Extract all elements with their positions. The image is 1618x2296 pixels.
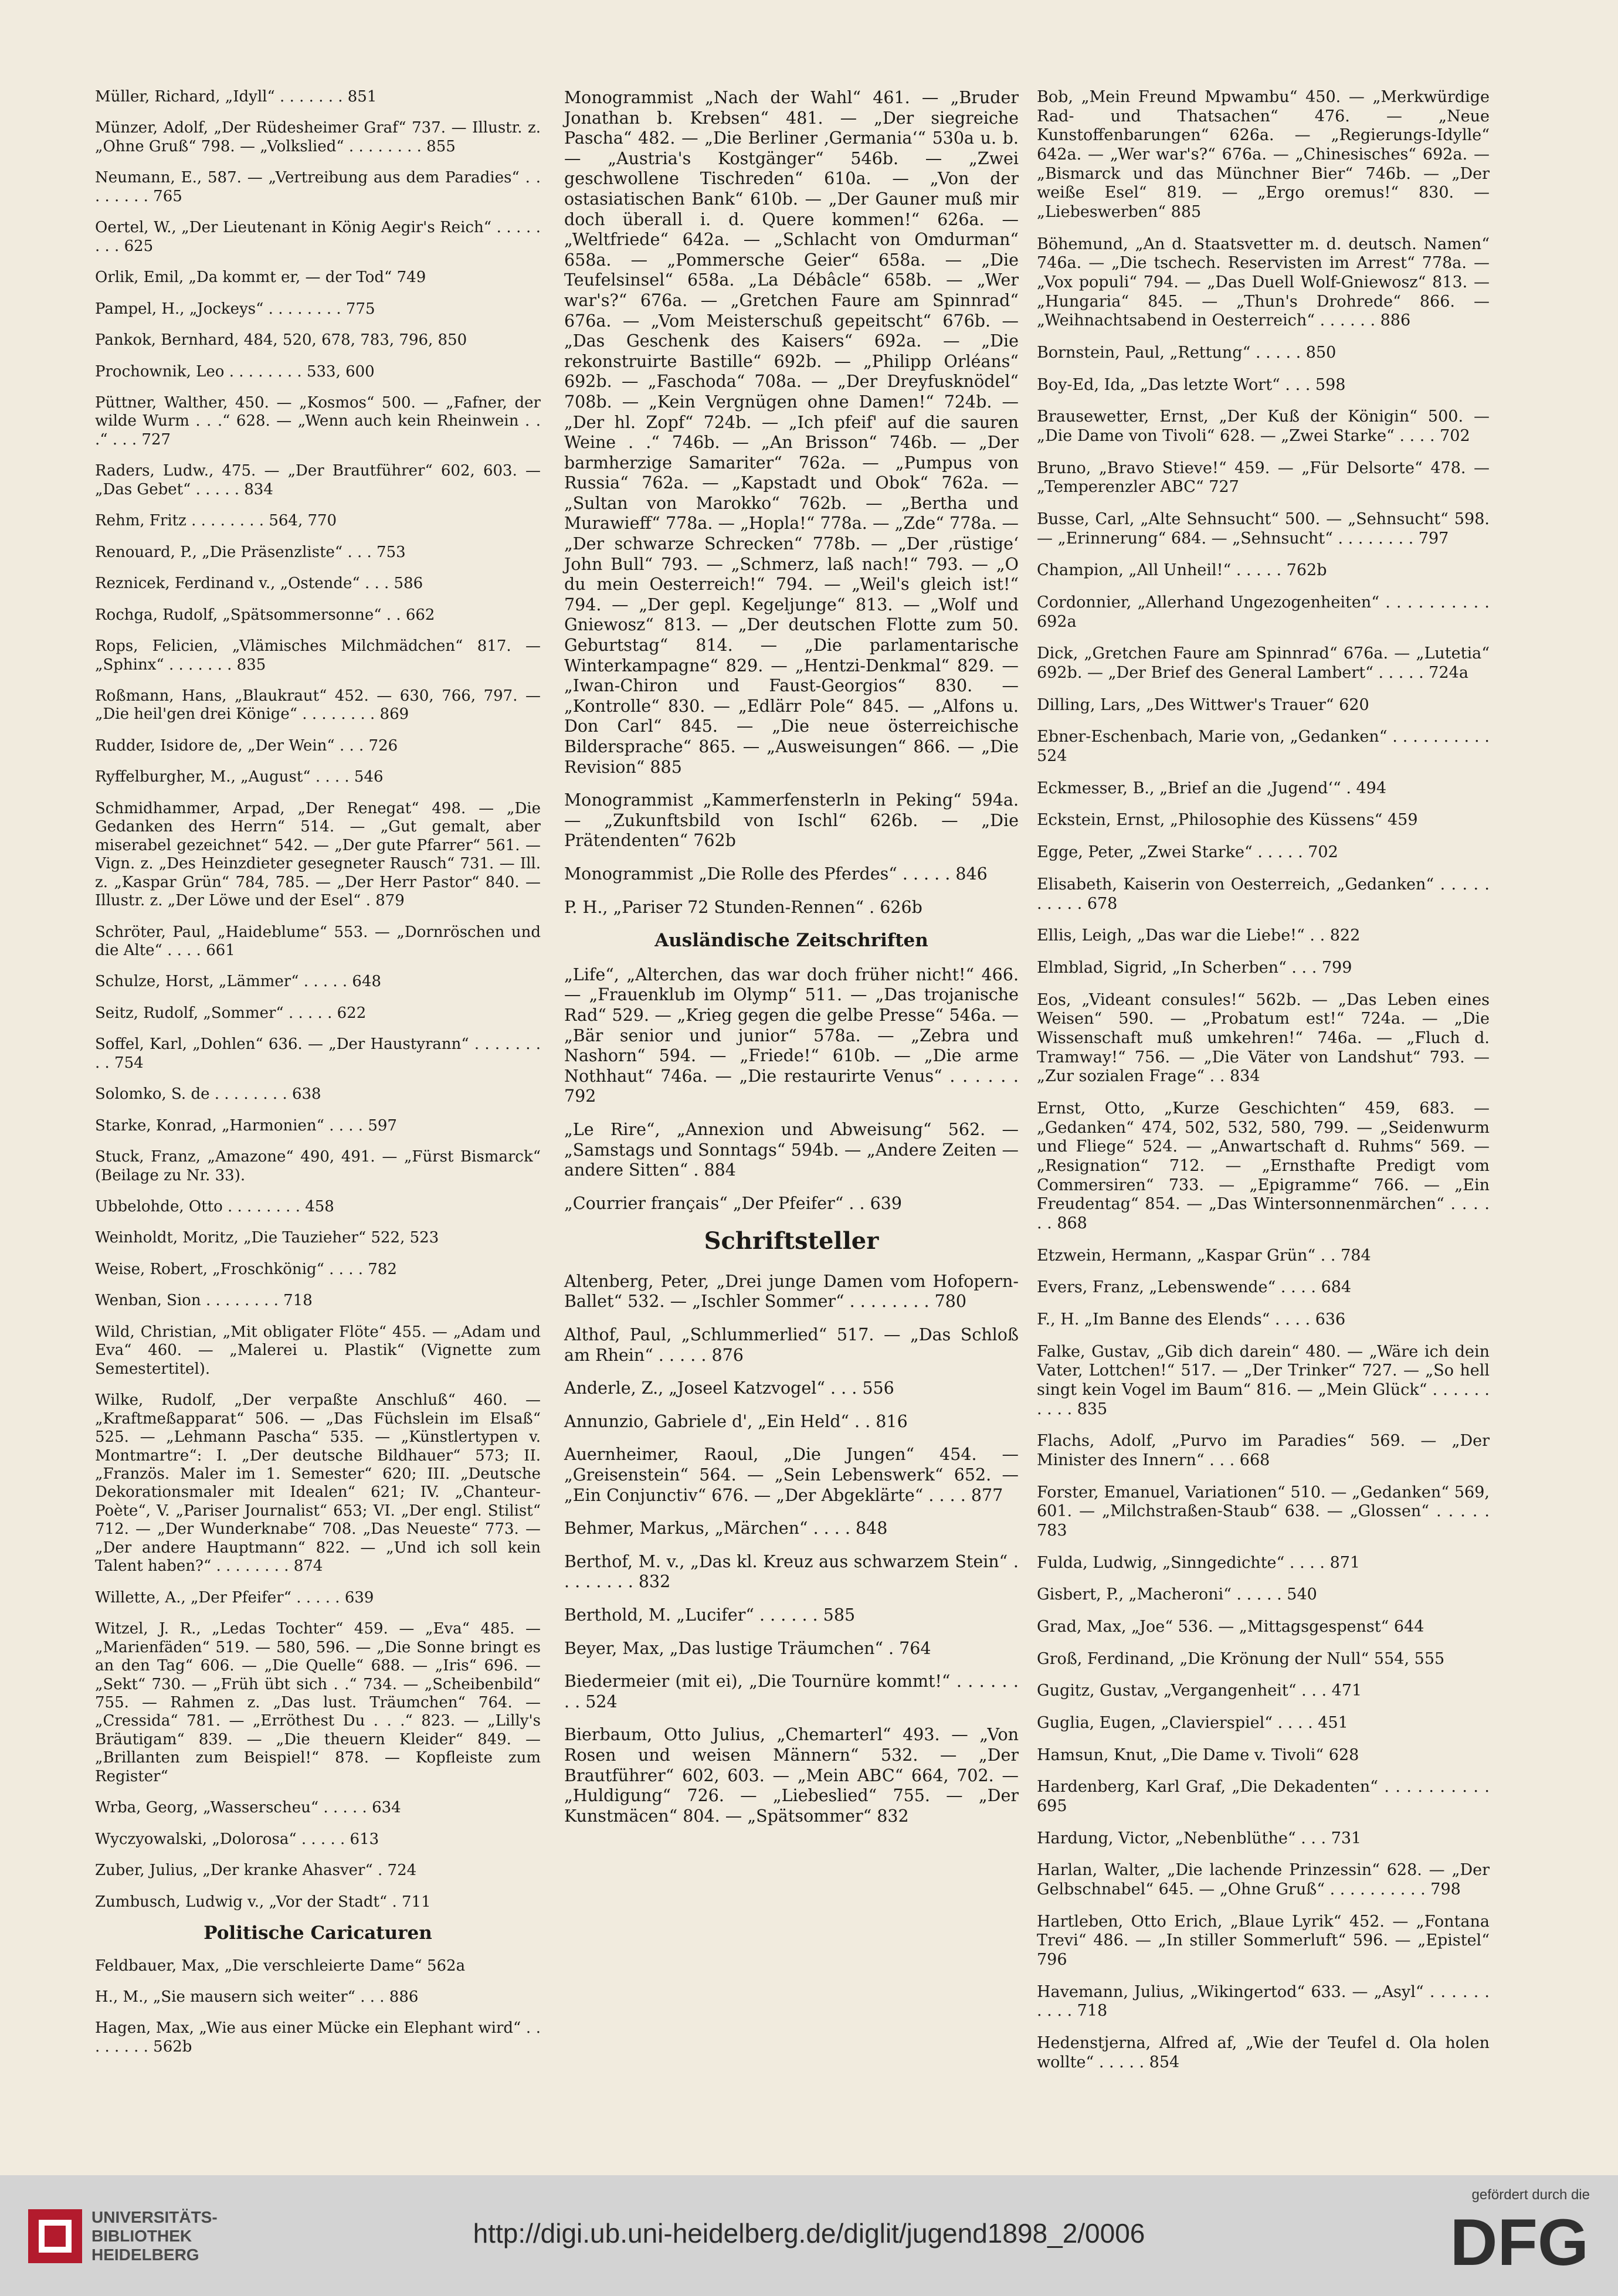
index-entry: Schröter, Paul, „Haideblume“ 553. — „Dornröschen und die Alte“ . . . . 661 bbox=[95, 923, 541, 959]
index-entry: Rudder, Isidore de, „Der Wein“ . . . 726 bbox=[95, 736, 398, 755]
index-entry: Cordonnier, „Allerhand Ungezogenheiten“ . . . . . . . . . . 692a bbox=[1037, 593, 1490, 631]
index-entry: Auernheimer, Raoul, „Die Jungen“ 454. — „Greisenstein“ 564. — „Sein Lebenswerk“ 652. — „Ein Conjunctiv“ 676. — „Der Abgeklärte“ . . . . 877 bbox=[564, 1445, 1019, 1505]
index-entry: Orlik, Emil, „Da kommt er, — der Tod“ 749 bbox=[95, 269, 426, 287]
index-entry: Neumann, E., 587. — „Vertreibung aus dem Paradies“ . . . . . . . . 765 bbox=[95, 169, 541, 205]
index-entry: Hardenberg, Karl Graf, „Die Dekadenten“ . . . . . . . . . . 695 bbox=[1037, 1778, 1490, 1816]
index-entry: „Courrier français“ „Der Pfeifer“ . . 639 bbox=[564, 1193, 903, 1213]
index-entry: Oertel, W., „Der Lieutenant in König Aegir's Reich“ . . . . . . . . 625 bbox=[95, 219, 541, 255]
permalink-url[interactable]: http://digi.ub.uni-heidelberg.de/diglit/jugend1898_2/0006 bbox=[473, 2218, 1145, 2249]
index-entry: Seitz, Rudolf, „Sommer“ . . . . . 622 bbox=[95, 1004, 367, 1022]
index-entry: Havemann, Julius, „Wikingertod“ 633. — „Asyl“ . . . . . . . . . . 718 bbox=[1037, 1982, 1490, 2020]
index-entry: Monogrammist „Kammerfensterln in Peking“ 594a. — „Zukunftsbild von Ischl“ 626b. — „Die Prätendenten“ 762b bbox=[564, 790, 1019, 851]
library-footer bbox=[0, 2175, 1618, 2296]
index-entry: Roßmann, Hans, „Blaukraut“ 452. — 630, 766, 797. — „Die heil'gen drei Könige“ . . . . . . . . 869 bbox=[95, 687, 541, 724]
index-entry: Falke, Gustav, „Gib dich darein“ 480. — „Wäre ich dein Vater, Lottchen!“ 517. — „Der Trinker“ 727. — „So hell singt kein Vogel im Baum“ 816. — „Mein Glück“ . . . . . . . . . . 835 bbox=[1037, 1342, 1490, 1418]
index-entry: Eos, „Videant consules!“ 562b. — „Das Leben eines Weisen“ 590. — „Probatum est!“ 724a. — „Die Wissenschaft muß umkehren!“ 746a. — „Fluch d. Tramway!“ 756. — „Die Väter von Landshut“ 793. — „Zur sozialen Frage“ . . 834 bbox=[1037, 990, 1490, 1086]
index-entry: Böhemund, „An d. Staatsvetter m. d. deutsch. Namen“ 746a. — „Die tschech. Reservisten im Arrest“ 778a. — „Vox populi“ 794. — „Das Duell Wolf-Gniewosz“ 813. — „Hungaria“ 845. — „Thun's Drohrede“ 866. — „Weihnachtsabend in Oesterreich“ . . . . . . 886 bbox=[1037, 235, 1490, 330]
index-entry: Althof, Paul, „Schlummerlied“ 517. — „Das Schloß am Rhein“ . . . . . 876 bbox=[564, 1325, 1019, 1365]
index-entry: Elmblad, Sigrid, „In Scherben“ . . . 799 bbox=[1037, 958, 1352, 977]
section-heading-foreign-journals: Ausländische Zeitschriften bbox=[654, 930, 928, 952]
section-heading-political-caricatures: Politische Caricaturen bbox=[203, 1923, 432, 1944]
index-entry: Bob, „Mein Freund Mpwambu“ 450. — „Merkwürdige Rad- und Thatsachen“ 476. — „Neue Kunstoffenbarungen“ 626a. — „Regierungs-Idylle“ 642a. — „Wer war's?“ 676a. — „Chinesisches“ 692a. — „Bismarck und das Münchner Bier“ 746b. — „Der weiße Esel“ 819. — „Ergo oremus!“ 830. — „Liebeswerben“ 885 bbox=[1037, 88, 1490, 222]
index-entry: Evers, Franz, „Lebenswende“ . . . . 684 bbox=[1037, 1278, 1352, 1297]
index-entry: Dick, „Gretchen Faure am Spinnrad“ 676a. — „Lutetia“ 692b. — „Der Brief des General Lambert“ . . . . . 724a bbox=[1037, 644, 1490, 682]
index-entry: Guglia, Eugen, „Clavierspiel“ . . . . 451 bbox=[1037, 1714, 1348, 1732]
index-entry: Wyczyowalski, „Dolorosa“ . . . . . 613 bbox=[95, 1830, 379, 1848]
index-entry: Stuck, Franz, „Amazone“ 490, 491. — „Fürst Bismarck“ (Beilage zu Nr. 33). bbox=[95, 1148, 541, 1184]
dfg-logo-text: DFG bbox=[1450, 2209, 1589, 2274]
index-entry: Eckmesser, B., „Brief an die ‚Jugend‘“ . 494 bbox=[1037, 779, 1387, 797]
index-entry: Rops, Felicien, „Vlämisches Milchmädchen“ 817. — „Sphinx“ . . . . . . . 835 bbox=[95, 637, 541, 674]
index-entry: H., M., „Sie mausern sich weiter“ . . . 886 bbox=[95, 1988, 419, 2006]
index-entry: Bierbaum, Otto Julius, „Chemarterl“ 493. — „Von Rosen und weisen Männern“ 532. — „Der Brautführer“ 602, 603. — „Mein ABC“ 664, 702. — „Huldigung“ 726. — „Liebeslied“ 755. — „Der Kunstmäcen“ 804. — „Spätsommer“ 832 bbox=[564, 1725, 1019, 1826]
index-entry: Hedenstjerna, Alfred af, „Wie der Teufel d. Ola holen wollte“ . . . . . 854 bbox=[1037, 2034, 1490, 2071]
index-entry: Elisabeth, Kaiserin von Oesterreich, „Gedanken“ . . . . . . . . . . 678 bbox=[1037, 875, 1490, 913]
index-entry: Ryffelburgher, M., „August“ . . . . 546 bbox=[95, 768, 384, 786]
index-entry: Berthold, M. „Lucifer“ . . . . . . 585 bbox=[564, 1605, 856, 1625]
column-left bbox=[95, 88, 541, 2069]
index-entry: Behmer, Markus, „Märchen“ . . . . 848 bbox=[564, 1519, 888, 1538]
index-entry: Hagen, Max, „Wie aus einer Mücke ein Elephant wird“ . . . . . . . . 562b bbox=[95, 2019, 541, 2056]
index-entry: Champion, „All Unheil!“ . . . . . 762b bbox=[1037, 561, 1327, 580]
index-entry: F., H. „Im Banne des Elends“ . . . . 636 bbox=[1037, 1310, 1346, 1329]
index-entry: P. H., „Pariser 72 Stunden-Rennen“ . 626b bbox=[564, 897, 922, 917]
index-entry: Wenban, Sion . . . . . . . . 718 bbox=[95, 1292, 313, 1310]
index-entry: Wilke, Rudolf, „Der verpaßte Anschluß“ 460. — „Kraftmeßapparat“ 506. — „Das Füchslein im Elsaß“ 525. — „Lehmann Pascha“ 535. — „Künstlertypen v. Montmartre“: I. „Der deutsche Bildhauer“ 573; II. „Französ. Maler im 1. Semester“ 620; III. „Deutsche Dekorationsmaler mit Idealen“ 621; IV. „Chanteur-Poète“, V. „Pariser Journalist“ 653; VI. „Der engl. Stilist“ 712. — „Der Wunderknabe“ 708. „Das Neueste“ 773. — „Der andere Hauptmann“ 822. — „Und ich soll kein Talent haben?“ . . . . . . . . 874 bbox=[95, 1391, 541, 1575]
index-entry: Brausewetter, Ernst, „Der Kuß der Königin“ 500. — „Die Dame von Tivoli“ 628. — „Zwei Starke“ . . . . 702 bbox=[1037, 407, 1490, 446]
dfg-label: gefördert durch die bbox=[1471, 2187, 1590, 2203]
index-entry: Zuber, Julius, „Der kranke Ahasver“ . 724 bbox=[95, 1862, 417, 1880]
index-entry: Raders, Ludw., 475. — „Der Brautführer“ 602, 603. — „Das Gebet“ . . . . . 834 bbox=[95, 462, 541, 498]
index-entry: Grad, Max, „Joe“ 536. — „Mittagsgespenst“ 644 bbox=[1037, 1617, 1424, 1636]
index-entry: Gisbert, P., „Macheroni“ . . . . . 540 bbox=[1037, 1585, 1317, 1604]
index-entry: Boy-Ed, Ida, „Das letzte Wort“ . . . 598 bbox=[1037, 375, 1346, 394]
section-heading-writers: Schriftsteller bbox=[704, 1227, 879, 1255]
index-entry: Bornstein, Paul, „Rettung“ . . . . . 850 bbox=[1037, 344, 1337, 362]
index-entry: Dilling, Lars, „Des Wittwer's Trauer“ 620 bbox=[1037, 695, 1369, 714]
index-entry: „Le Rire“, „Annexion und Abweisung“ 562. — „Samstags und Sonntags“ 594b. — „Andere Zeiten — andere Sitten“ . 884 bbox=[564, 1119, 1019, 1180]
index-entry: Monogrammist „Nach der Wahl“ 461. — „Bruder Jonathan b. Krebsen“ 481. — „Der siegreiche Pascha“ 482. — „Die Berliner ‚Germania‘“ 530a u. b. — „Austria's Kostgänger“ 546b. — „Zwei geschwollene Tischreden“ 610a. — „Von der ostasiatischen Bank“ 610b. — „Der Gauner muß mir doch überall i. d. Quere kommen!“ 626a. — „Weltfriede“ 642a. — „Schlacht von Omdurman“ 658a. — „Pommersche Geier“ 658a. — „Die Teufelsinsel“ 658a. „La Débâcle“ 658b. — „Wer war's?“ 676a. — „Gretchen Faure am Spinnrad“ 676a. — „Vom Meisterschuß gepeitscht“ 676b. — „Das Geschenk des Kaisers“ 692a. — „Die rekonstruirte Bastille“ 692b. — „Philipp Orléans“ 692b. — „Faschoda“ 708a. — „Der Dreyfusknödel“ 708b. — „Kein Vergnügen ohne Damen!“ 724b. — „Der hl. Zopf“ 724b. — „Ich pfeif' auf die sauren Weine . .“ 746b. — „An Brisson“ 746b. — „Der barmherzige Samariter“ 762a. — „Pumpus von Russia“ 762a. — „Kapstadt und Obok“ 762a. — „Sultan von Marokko“ 762b. — „Bertha und Murawieff“ 778a. — „Hopla!“ 778a. — „Zde“ 778a. — „Der schwarze Schrecken“ 778b. — „Der ‚rüstige‘ John Bull“ 793. — „Schmerz, laß nach!“ 793. — „O du mein Oesterreich!“ 794. — „Weil's gleich ist!“ 794. — „Der gepl. Kegeljunge“ 813. — „Wolf und Gniewosz“ 813. — „Der deutschen Flotte zum 50. Geburtstag“ 814. — „Die parlamentarische Winterkampagne“ 829. — „Hentzi-Denkmal“ 829. — „Iwan-Chiron und Faust-Georgios“ 830. — „Kontrolle“ 830. — „Edlärr Pole“ 845. — „Alfons u. Don Carl“ 845. — „Die neue österreichische Bildersprache“ 865. — „Ausweisungen“ 866. — „Die Revision“ 885 bbox=[564, 88, 1019, 777]
index-entry: Rochga, Rudolf, „Spätsommersonne“ . . 662 bbox=[95, 606, 435, 624]
index-entry: Schulze, Horst, „Lämmer“ . . . . . 648 bbox=[95, 973, 382, 991]
index-entry: Eckstein, Ernst, „Philosophie des Küssens“ 459 bbox=[1037, 811, 1418, 830]
index-entry: Prochownik, Leo . . . . . . . . 533, 600 bbox=[95, 362, 375, 381]
index-entry: Groß, Ferdinand, „Die Krönung der Null“ 554, 555 bbox=[1037, 1649, 1445, 1668]
index-entry: Solomko, S. de . . . . . . . . 638 bbox=[95, 1085, 321, 1103]
index-entry: Wild, Christian, „Mit obligater Flöte“ 455. — „Adam und Eva“ 460. — „Malerei u. Plastik“ (Vignette zum Semestertitel). bbox=[95, 1323, 541, 1378]
index-entry: Münzer, Adolf, „Der Rüdesheimer Graf“ 737. — Illustr. z. „Ohne Gruß“ 798. — „Volkslied“ . . . . . . . . 855 bbox=[95, 119, 541, 155]
index-entry: Busse, Carl, „Alte Sehnsucht“ 500. — „Sehnsucht“ 598. — „Erinnerung“ 684. — „Sehnsucht“ . . . . . . . . 797 bbox=[1037, 510, 1490, 548]
index-entry: Witzel, J. R., „Ledas Tochter“ 459. — „Eva“ 485. — „Marienfäden“ 519. — 580, 596. — „Die Sonne bringt es an den Tag“ 606. — „Die Quelle“ 688. — „Iris“ 696. — „Sekt“ 730. — „Früh übt sich . .“ 734. — „Scheibenbild“ 755. — Rahmen z. „Das lust. Träumchen“ 764. — „Cressida“ 781. — „Erröthest Du . . .“ 823. — „Lilly's Bräutigam“ 839. — „Die theuern Kleider“ 849. — „Brillanten zum Beispiel!“ 878. — Kopfleiste zum Register“ bbox=[95, 1620, 541, 1785]
index-entry: Reznicek, Ferdinand v., „Ostende“ . . . 586 bbox=[95, 575, 423, 593]
index-entry: Soffel, Karl, „Dohlen“ 636. — „Der Haustyrann“ . . . . . . . . . 754 bbox=[95, 1035, 541, 1072]
index-entry: Rehm, Fritz . . . . . . . . 564, 770 bbox=[95, 512, 337, 530]
index-entry: Bruno, „Bravo Stieve!“ 459. — „Für Delsorte“ 478. — „Temperenzler ABC“ 727 bbox=[1037, 458, 1490, 497]
index-entry: Schmidhammer, Arpad, „Der Renegat“ 498. — „Die Gedanken des Herrn“ 514. — „Gut gemalt, aber miserabel gezeichnet“ 542. — „Der gute Pfarrer“ 561. — Vign. z. „Des Heinzdieter gesegneter Rausch“ 731. — Ill. z. „Kaspar Grün“ 784, 785. — „Der Herr Pastor“ 840. — Illustr. z. „Der Löwe und der Esel“ . 879 bbox=[95, 799, 541, 910]
index-entry: Ubbelohde, Otto . . . . . . . . 458 bbox=[95, 1198, 334, 1216]
library-name-line-3: HEIDELBERG bbox=[91, 2246, 199, 2264]
index-entry: Feldbauer, Max, „Die verschleierte Dame“ 562a bbox=[95, 1957, 466, 1975]
index-entry: Egge, Peter, „Zwei Starke“ . . . . . 702 bbox=[1037, 843, 1338, 862]
index-entry: Zumbusch, Ludwig v., „Vor der Stadt“ . 711 bbox=[95, 1893, 431, 1911]
index-entry: Annunzio, Gabriele d', „Ein Held“ . . 816 bbox=[564, 1411, 908, 1431]
index-entry: Altenberg, Peter, „Drei junge Damen vom Hofopern-Ballet“ 532. — „Ischler Sommer“ . . . . . . . . 780 bbox=[564, 1271, 1019, 1312]
library-name-line-1: UNIVERSITÄTS- bbox=[91, 2208, 218, 2226]
library-name-line-2: BIBLIOTHEK bbox=[91, 2227, 192, 2245]
index-entry: Ellis, Leigh, „Das war die Liebe!“ . . 822 bbox=[1037, 926, 1361, 945]
index-entry: Hartleben, Otto Erich, „Blaue Lyrik“ 452. — „Fontana Trevi“ 486. — „In stiller Sommerluft“ 596. — „Epistel“ 796 bbox=[1037, 1912, 1490, 1969]
index-entry: Gugitz, Gustav, „Vergangenheit“ . . . 471 bbox=[1037, 1682, 1362, 1700]
index-entry: Ernst, Otto, „Kurze Geschichten“ 459, 683. — „Gedanken“ 474, 502, 532, 580, 799. — „Seidenwurm und Fliege“ 524. — „Anwartschaft d. Ruhms“ 569. — „Resignation“ 712. — „Ernsthafte Predigt vom Commersiren“ 733. — „Epigramme“ 766. — „Ein Freudentag“ 854. — „Das Wintersonnenmärchen“ . . . . . . 868 bbox=[1037, 1099, 1490, 1232]
column-right bbox=[1037, 88, 1490, 2085]
index-entry: Berthof, M. v., „Das kl. Kreuz aus schwarzem Stein“ . . . . . . . . 832 bbox=[564, 1551, 1019, 1592]
index-entry: Pampel, H., „Jockeys“ . . . . . . . . 775 bbox=[95, 300, 375, 318]
index-entry: Starke, Konrad, „Harmonien“ . . . . 597 bbox=[95, 1116, 397, 1135]
index-entry: Püttner, Walther, 450. — „Kosmos“ 500. — „Fafner, der wilde Wurm . . .“ 628. — „Wenn auch kein Rheinwein . . .“ . . . 727 bbox=[95, 393, 541, 449]
index-entry: Weinholdt, Moritz, „Die Tauzieher“ 522, 523 bbox=[95, 1229, 439, 1247]
index-entry: Fulda, Ludwig, „Sinngedichte“ . . . . 871 bbox=[1037, 1553, 1361, 1572]
index-entry: Etzwein, Hermann, „Kaspar Grün“ . . 784 bbox=[1037, 1246, 1371, 1265]
dfg-logo-icon bbox=[1437, 2209, 1590, 2274]
index-entry: Pankok, Bernhard, 484, 520, 678, 783, 796, 850 bbox=[95, 331, 467, 349]
index-entry: Flachs, Adolf, „Purvo im Paradies“ 569. — „Der Minister des Innern“ . . . 668 bbox=[1037, 1432, 1490, 1469]
column-middle bbox=[564, 88, 1019, 1839]
index-entry: Weise, Robert, „Froschkönig“ . . . . 782 bbox=[95, 1260, 397, 1278]
index-entry: Biedermeier (mit ei), „Die Tournüre kommt!“ . . . . . . . . 524 bbox=[564, 1672, 1019, 1711]
index-entry: Hamsun, Knut, „Die Dame v. Tivoli“ 628 bbox=[1037, 1745, 1359, 1764]
index-entry: Müller, Richard, „Idyll“ . . . . . . . 851 bbox=[95, 88, 377, 106]
index-entry: Monogrammist „Die Rolle des Pferdes“ . . . . . 846 bbox=[564, 864, 988, 884]
index-entry: Beyer, Max, „Das lustige Träumchen“ . 764 bbox=[564, 1638, 931, 1658]
index-entry: Renouard, P., „Die Präsenzliste“ . . . 753 bbox=[95, 543, 406, 561]
index-entry: Ebner-Eschenbach, Marie von, „Gedanken“ . . . . . . . . . . 524 bbox=[1037, 728, 1490, 766]
index-entry: Wrba, Georg, „Wasserscheu“ . . . . . 634 bbox=[95, 1799, 401, 1817]
index-entry: Harlan, Walter, „Die lachende Prinzessin“ 628. — „Der Gelbschnabel“ 645. — „Ohne Gruß“ . . . . . . . . . . 798 bbox=[1037, 1861, 1490, 1899]
index-entry: Hardung, Victor, „Nebenblüthe“ . . . 731 bbox=[1037, 1829, 1362, 1847]
dfg-funding-notice[interactable] bbox=[1414, 2187, 1590, 2274]
index-entry: Willette, A., „Der Pfeifer“ . . . . . 639 bbox=[95, 1588, 374, 1606]
index-entry: Anderle, Z., „Joseel Katzvogel“ . . . 556 bbox=[564, 1378, 894, 1398]
index-entry: Forster, Emanuel, Variationen“ 510. — „Gedanken“ 569, 601. — „Milchstraßen-Staub“ 638. — „Glossen“ . . . . . 783 bbox=[1037, 1483, 1490, 1540]
index-entry: „Life“, „Alterchen, das war doch früher nicht!“ 466. — „Frauenklub im Olymp“ 511. — „Das trojanische Rad“ 529. — „Krieg gegen die gelbe Presse“ 546a. — „Bär senior und junior“ 578a. — „Zebra und Nashorn“ 594. — „Friede!“ 610b. — „Die arme Nothhaut“ 746a. — „Die restaurirte Venus“ . . . . . . 792 bbox=[564, 964, 1019, 1106]
